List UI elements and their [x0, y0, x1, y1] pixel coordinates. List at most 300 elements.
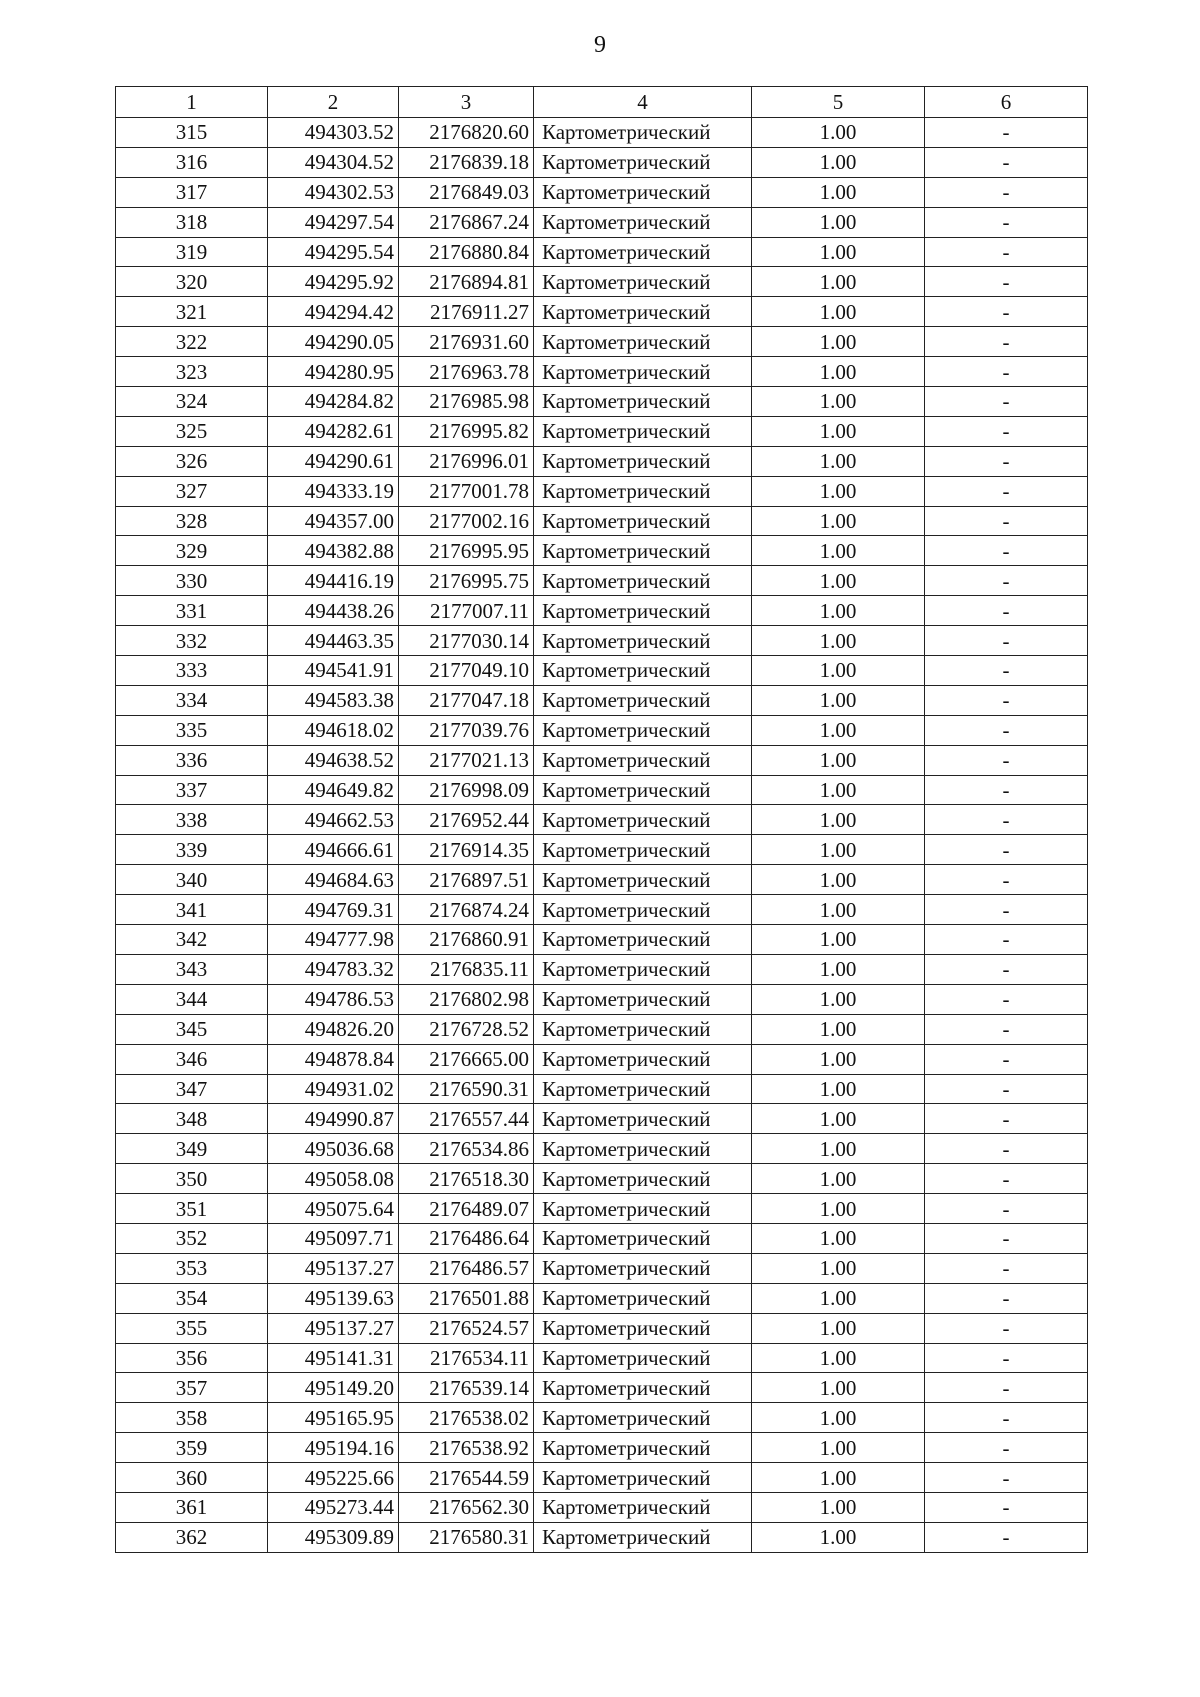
note-cell: - — [925, 1194, 1088, 1224]
point-number-cell: 351 — [116, 1194, 268, 1224]
y-coordinate-cell: 2177030.14 — [399, 626, 534, 656]
point-number-cell: 332 — [116, 626, 268, 656]
note-cell: - — [925, 1403, 1088, 1433]
accuracy-cell: 1.00 — [752, 1492, 925, 1522]
point-number-cell: 340 — [116, 865, 268, 895]
table-row — [116, 1253, 1088, 1283]
y-coordinate-cell: 2176931.60 — [399, 327, 534, 357]
table-row — [116, 596, 1088, 626]
method-cell: Картометрический — [534, 207, 752, 237]
y-coordinate-cell: 2176880.84 — [399, 237, 534, 267]
note-cell: - — [925, 416, 1088, 446]
x-coordinate-cell: 494295.54 — [268, 237, 399, 267]
accuracy-cell: 1.00 — [752, 327, 925, 357]
header-cell-1: 1 — [116, 87, 268, 118]
table-row — [116, 805, 1088, 835]
method-cell: Картометрический — [534, 835, 752, 865]
accuracy-cell: 1.00 — [752, 207, 925, 237]
note-cell: - — [925, 506, 1088, 536]
method-cell: Картометрический — [534, 805, 752, 835]
point-number-cell: 333 — [116, 656, 268, 686]
accuracy-cell: 1.00 — [752, 1433, 925, 1463]
note-cell: - — [925, 805, 1088, 835]
table-row — [116, 715, 1088, 745]
point-number-cell: 316 — [116, 147, 268, 177]
y-coordinate-cell: 2176580.31 — [399, 1522, 534, 1552]
table-row — [116, 237, 1088, 267]
y-coordinate-cell: 2176995.82 — [399, 416, 534, 446]
accuracy-cell: 1.00 — [752, 1253, 925, 1283]
accuracy-cell: 1.00 — [752, 387, 925, 417]
table-row — [116, 626, 1088, 656]
table-row — [116, 566, 1088, 596]
x-coordinate-cell: 494769.31 — [268, 895, 399, 925]
method-cell: Картометрический — [534, 1373, 752, 1403]
point-number-cell: 323 — [116, 357, 268, 387]
point-number-cell: 352 — [116, 1223, 268, 1253]
table-row — [116, 1194, 1088, 1224]
y-coordinate-cell: 2177001.78 — [399, 476, 534, 506]
y-coordinate-cell: 2176590.31 — [399, 1074, 534, 1104]
note-cell: - — [925, 865, 1088, 895]
accuracy-cell: 1.00 — [752, 954, 925, 984]
note-cell: - — [925, 1313, 1088, 1343]
coordinates-table — [115, 86, 1088, 1553]
table-row — [116, 1164, 1088, 1194]
method-cell: Картометрический — [534, 387, 752, 417]
note-cell: - — [925, 357, 1088, 387]
method-cell: Картометрический — [534, 1044, 752, 1074]
method-cell: Картометрический — [534, 1403, 752, 1433]
table-row — [116, 1343, 1088, 1373]
table-row — [116, 745, 1088, 775]
table-row — [116, 387, 1088, 417]
note-cell: - — [925, 207, 1088, 237]
page-number: 9 — [594, 32, 606, 58]
y-coordinate-cell: 2176963.78 — [399, 357, 534, 387]
method-cell: Картометрический — [534, 476, 752, 506]
method-cell: Картометрический — [534, 954, 752, 984]
table-row — [116, 207, 1088, 237]
method-cell: Картометрический — [534, 1463, 752, 1493]
header-cell-2: 2 — [268, 87, 399, 118]
x-coordinate-cell: 495165.95 — [268, 1403, 399, 1433]
method-cell: Картометрический — [534, 566, 752, 596]
x-coordinate-cell: 494304.52 — [268, 147, 399, 177]
y-coordinate-cell: 2176538.02 — [399, 1403, 534, 1433]
x-coordinate-cell: 494463.35 — [268, 626, 399, 656]
point-number-cell: 353 — [116, 1253, 268, 1283]
y-coordinate-cell: 2177039.76 — [399, 715, 534, 745]
y-coordinate-cell: 2176524.57 — [399, 1313, 534, 1343]
y-coordinate-cell: 2176501.88 — [399, 1283, 534, 1313]
note-cell: - — [925, 596, 1088, 626]
note-cell: - — [925, 1164, 1088, 1194]
header-cell-4: 4 — [534, 87, 752, 118]
x-coordinate-cell: 495273.44 — [268, 1492, 399, 1522]
y-coordinate-cell: 2176897.51 — [399, 865, 534, 895]
x-coordinate-cell: 495137.27 — [268, 1253, 399, 1283]
x-coordinate-cell: 494777.98 — [268, 925, 399, 955]
y-coordinate-cell: 2177002.16 — [399, 506, 534, 536]
accuracy-cell: 1.00 — [752, 1104, 925, 1134]
method-cell: Картометрический — [534, 177, 752, 207]
y-coordinate-cell: 2176914.35 — [399, 835, 534, 865]
method-cell: Картометрический — [534, 237, 752, 267]
accuracy-cell: 1.00 — [752, 805, 925, 835]
note-cell: - — [925, 446, 1088, 476]
header-cell-3: 3 — [399, 87, 534, 118]
y-coordinate-cell: 2176538.92 — [399, 1433, 534, 1463]
table-row — [116, 1074, 1088, 1104]
method-cell: Картометрический — [534, 745, 752, 775]
method-cell: Картометрический — [534, 1194, 752, 1224]
y-coordinate-cell: 2176998.09 — [399, 775, 534, 805]
table-row — [116, 1522, 1088, 1552]
x-coordinate-cell: 494382.88 — [268, 536, 399, 566]
table-row — [116, 1313, 1088, 1343]
note-cell: - — [925, 147, 1088, 177]
x-coordinate-cell: 494284.82 — [268, 387, 399, 417]
table-header-row — [116, 87, 1088, 118]
note-cell: - — [925, 1104, 1088, 1134]
method-cell: Картометрический — [534, 1343, 752, 1373]
note-cell: - — [925, 387, 1088, 417]
point-number-cell: 338 — [116, 805, 268, 835]
table-row — [116, 954, 1088, 984]
method-cell: Картометрический — [534, 715, 752, 745]
method-cell: Картометрический — [534, 925, 752, 955]
method-cell: Картометрический — [534, 297, 752, 327]
method-cell: Картометрический — [534, 1223, 752, 1253]
method-cell: Картометрический — [534, 596, 752, 626]
method-cell: Картометрический — [534, 506, 752, 536]
note-cell: - — [925, 1134, 1088, 1164]
x-coordinate-cell: 494333.19 — [268, 476, 399, 506]
point-number-cell: 330 — [116, 566, 268, 596]
point-number-cell: 336 — [116, 745, 268, 775]
point-number-cell: 334 — [116, 685, 268, 715]
note-cell: - — [925, 1014, 1088, 1044]
point-number-cell: 347 — [116, 1074, 268, 1104]
table-row — [116, 895, 1088, 925]
x-coordinate-cell: 495137.27 — [268, 1313, 399, 1343]
x-coordinate-cell: 494783.32 — [268, 954, 399, 984]
x-coordinate-cell: 495139.63 — [268, 1283, 399, 1313]
accuracy-cell: 1.00 — [752, 506, 925, 536]
table-row — [116, 1104, 1088, 1134]
y-coordinate-cell: 2176489.07 — [399, 1194, 534, 1224]
point-number-cell: 356 — [116, 1343, 268, 1373]
accuracy-cell: 1.00 — [752, 237, 925, 267]
table-row — [116, 1014, 1088, 1044]
y-coordinate-cell: 2176820.60 — [399, 118, 534, 148]
accuracy-cell: 1.00 — [752, 984, 925, 1014]
point-number-cell: 328 — [116, 506, 268, 536]
y-coordinate-cell: 2176995.75 — [399, 566, 534, 596]
table-row — [116, 297, 1088, 327]
note-cell: - — [925, 1463, 1088, 1493]
table-row — [116, 865, 1088, 895]
table-row — [116, 1283, 1088, 1313]
point-number-cell: 339 — [116, 835, 268, 865]
note-cell: - — [925, 237, 1088, 267]
method-cell: Картометрический — [534, 147, 752, 177]
x-coordinate-cell: 494786.53 — [268, 984, 399, 1014]
accuracy-cell: 1.00 — [752, 1343, 925, 1373]
accuracy-cell: 1.00 — [752, 895, 925, 925]
accuracy-cell: 1.00 — [752, 1074, 925, 1104]
y-coordinate-cell: 2176867.24 — [399, 207, 534, 237]
y-coordinate-cell: 2177047.18 — [399, 685, 534, 715]
accuracy-cell: 1.00 — [752, 715, 925, 745]
note-cell: - — [925, 118, 1088, 148]
y-coordinate-cell: 2176486.64 — [399, 1223, 534, 1253]
x-coordinate-cell: 494666.61 — [268, 835, 399, 865]
table-row — [116, 267, 1088, 297]
x-coordinate-cell: 494297.54 — [268, 207, 399, 237]
note-cell: - — [925, 297, 1088, 327]
x-coordinate-cell: 494618.02 — [268, 715, 399, 745]
accuracy-cell: 1.00 — [752, 865, 925, 895]
accuracy-cell: 1.00 — [752, 476, 925, 506]
x-coordinate-cell: 494282.61 — [268, 416, 399, 446]
note-cell: - — [925, 177, 1088, 207]
x-coordinate-cell: 494583.38 — [268, 685, 399, 715]
method-cell: Картометрический — [534, 1164, 752, 1194]
method-cell: Картометрический — [534, 1253, 752, 1283]
table-row — [116, 1044, 1088, 1074]
accuracy-cell: 1.00 — [752, 626, 925, 656]
note-cell: - — [925, 954, 1088, 984]
note-cell: - — [925, 1223, 1088, 1253]
accuracy-cell: 1.00 — [752, 925, 925, 955]
note-cell: - — [925, 1283, 1088, 1313]
accuracy-cell: 1.00 — [752, 416, 925, 446]
x-coordinate-cell: 495194.16 — [268, 1433, 399, 1463]
table-row — [116, 685, 1088, 715]
table-row — [116, 656, 1088, 686]
x-coordinate-cell: 494303.52 — [268, 118, 399, 148]
x-coordinate-cell: 494416.19 — [268, 566, 399, 596]
table-row — [116, 1433, 1088, 1463]
method-cell: Картометрический — [534, 984, 752, 1014]
point-number-cell: 322 — [116, 327, 268, 357]
method-cell: Картометрический — [534, 1134, 752, 1164]
method-cell: Картометрический — [534, 1074, 752, 1104]
point-number-cell: 341 — [116, 895, 268, 925]
table-row — [116, 118, 1088, 148]
x-coordinate-cell: 494541.91 — [268, 656, 399, 686]
accuracy-cell: 1.00 — [752, 835, 925, 865]
method-cell: Картометрический — [534, 416, 752, 446]
accuracy-cell: 1.00 — [752, 775, 925, 805]
point-number-cell: 355 — [116, 1313, 268, 1343]
point-number-cell: 359 — [116, 1433, 268, 1463]
note-cell: - — [925, 1253, 1088, 1283]
point-number-cell: 337 — [116, 775, 268, 805]
y-coordinate-cell: 2176996.01 — [399, 446, 534, 476]
header-cell-6: 6 — [925, 87, 1088, 118]
accuracy-cell: 1.00 — [752, 1313, 925, 1343]
point-number-cell: 326 — [116, 446, 268, 476]
y-coordinate-cell: 2176911.27 — [399, 297, 534, 327]
accuracy-cell: 1.00 — [752, 267, 925, 297]
method-cell: Картометрический — [534, 446, 752, 476]
y-coordinate-cell: 2177007.11 — [399, 596, 534, 626]
note-cell: - — [925, 715, 1088, 745]
method-cell: Картометрический — [534, 775, 752, 805]
note-cell: - — [925, 476, 1088, 506]
point-number-cell: 350 — [116, 1164, 268, 1194]
accuracy-cell: 1.00 — [752, 685, 925, 715]
table-row — [116, 476, 1088, 506]
y-coordinate-cell: 2176894.81 — [399, 267, 534, 297]
y-coordinate-cell: 2176985.98 — [399, 387, 534, 417]
y-coordinate-cell: 2176802.98 — [399, 984, 534, 1014]
x-coordinate-cell: 494826.20 — [268, 1014, 399, 1044]
method-cell: Картометрический — [534, 267, 752, 297]
note-cell: - — [925, 775, 1088, 805]
x-coordinate-cell: 495036.68 — [268, 1134, 399, 1164]
note-cell: - — [925, 745, 1088, 775]
y-coordinate-cell: 2176544.59 — [399, 1463, 534, 1493]
point-number-cell: 327 — [116, 476, 268, 506]
note-cell: - — [925, 1343, 1088, 1373]
x-coordinate-cell: 494878.84 — [268, 1044, 399, 1074]
accuracy-cell: 1.00 — [752, 1044, 925, 1074]
y-coordinate-cell: 2176486.57 — [399, 1253, 534, 1283]
accuracy-cell: 1.00 — [752, 446, 925, 476]
note-cell: - — [925, 1373, 1088, 1403]
y-coordinate-cell: 2176860.91 — [399, 925, 534, 955]
note-cell: - — [925, 895, 1088, 925]
method-cell: Картометрический — [534, 1433, 752, 1463]
accuracy-cell: 1.00 — [752, 745, 925, 775]
table-body — [116, 87, 1088, 1553]
table-row — [116, 1373, 1088, 1403]
x-coordinate-cell: 494280.95 — [268, 357, 399, 387]
accuracy-cell: 1.00 — [752, 566, 925, 596]
x-coordinate-cell: 495141.31 — [268, 1343, 399, 1373]
table-row — [116, 925, 1088, 955]
x-coordinate-cell: 495149.20 — [268, 1373, 399, 1403]
point-number-cell: 320 — [116, 267, 268, 297]
table-row — [116, 1403, 1088, 1433]
x-coordinate-cell: 494990.87 — [268, 1104, 399, 1134]
method-cell: Картометрический — [534, 865, 752, 895]
note-cell: - — [925, 1044, 1088, 1074]
point-number-cell: 329 — [116, 536, 268, 566]
accuracy-cell: 1.00 — [752, 147, 925, 177]
note-cell: - — [925, 1074, 1088, 1104]
point-number-cell: 343 — [116, 954, 268, 984]
y-coordinate-cell: 2176995.95 — [399, 536, 534, 566]
point-number-cell: 319 — [116, 237, 268, 267]
y-coordinate-cell: 2176534.86 — [399, 1134, 534, 1164]
method-cell: Картометрический — [534, 536, 752, 566]
note-cell: - — [925, 536, 1088, 566]
accuracy-cell: 1.00 — [752, 1373, 925, 1403]
table-row — [116, 446, 1088, 476]
note-cell: - — [925, 984, 1088, 1014]
accuracy-cell: 1.00 — [752, 357, 925, 387]
x-coordinate-cell: 494931.02 — [268, 1074, 399, 1104]
note-cell: - — [925, 835, 1088, 865]
point-number-cell: 331 — [116, 596, 268, 626]
point-number-cell: 358 — [116, 1403, 268, 1433]
note-cell: - — [925, 327, 1088, 357]
note-cell: - — [925, 626, 1088, 656]
accuracy-cell: 1.00 — [752, 596, 925, 626]
y-coordinate-cell: 2176534.11 — [399, 1343, 534, 1373]
x-coordinate-cell: 494295.92 — [268, 267, 399, 297]
method-cell: Картометрический — [534, 1313, 752, 1343]
x-coordinate-cell: 494290.61 — [268, 446, 399, 476]
point-number-cell: 362 — [116, 1522, 268, 1552]
method-cell: Картометрический — [534, 357, 752, 387]
accuracy-cell: 1.00 — [752, 1194, 925, 1224]
accuracy-cell: 1.00 — [752, 1223, 925, 1253]
note-cell: - — [925, 1492, 1088, 1522]
point-number-cell: 325 — [116, 416, 268, 446]
table-row — [116, 984, 1088, 1014]
note-cell: - — [925, 925, 1088, 955]
y-coordinate-cell: 2176562.30 — [399, 1492, 534, 1522]
accuracy-cell: 1.00 — [752, 118, 925, 148]
point-number-cell: 346 — [116, 1044, 268, 1074]
x-coordinate-cell: 494357.00 — [268, 506, 399, 536]
method-cell: Картометрический — [534, 656, 752, 686]
table-row — [116, 835, 1088, 865]
y-coordinate-cell: 2176557.44 — [399, 1104, 534, 1134]
y-coordinate-cell: 2176839.18 — [399, 147, 534, 177]
method-cell: Картометрический — [534, 895, 752, 925]
point-number-cell: 348 — [116, 1104, 268, 1134]
method-cell: Картометрический — [534, 1014, 752, 1044]
x-coordinate-cell: 495058.08 — [268, 1164, 399, 1194]
point-number-cell: 344 — [116, 984, 268, 1014]
x-coordinate-cell: 494290.05 — [268, 327, 399, 357]
x-coordinate-cell: 494684.63 — [268, 865, 399, 895]
point-number-cell: 361 — [116, 1492, 268, 1522]
accuracy-cell: 1.00 — [752, 536, 925, 566]
y-coordinate-cell: 2176665.00 — [399, 1044, 534, 1074]
x-coordinate-cell: 494662.53 — [268, 805, 399, 835]
accuracy-cell: 1.00 — [752, 1403, 925, 1433]
note-cell: - — [925, 566, 1088, 596]
y-coordinate-cell: 2177049.10 — [399, 656, 534, 686]
accuracy-cell: 1.00 — [752, 1164, 925, 1194]
y-coordinate-cell: 2177021.13 — [399, 745, 534, 775]
y-coordinate-cell: 2176518.30 — [399, 1164, 534, 1194]
x-coordinate-cell: 494294.42 — [268, 297, 399, 327]
table-row — [116, 327, 1088, 357]
accuracy-cell: 1.00 — [752, 1134, 925, 1164]
header-cell-5: 5 — [752, 87, 925, 118]
table-row — [116, 147, 1088, 177]
table-row — [116, 416, 1088, 446]
y-coordinate-cell: 2176952.44 — [399, 805, 534, 835]
accuracy-cell: 1.00 — [752, 656, 925, 686]
y-coordinate-cell: 2176728.52 — [399, 1014, 534, 1044]
table-row — [116, 1463, 1088, 1493]
table-row — [116, 177, 1088, 207]
table-row — [116, 1223, 1088, 1253]
table-row — [116, 775, 1088, 805]
y-coordinate-cell: 2176849.03 — [399, 177, 534, 207]
point-number-cell: 324 — [116, 387, 268, 417]
